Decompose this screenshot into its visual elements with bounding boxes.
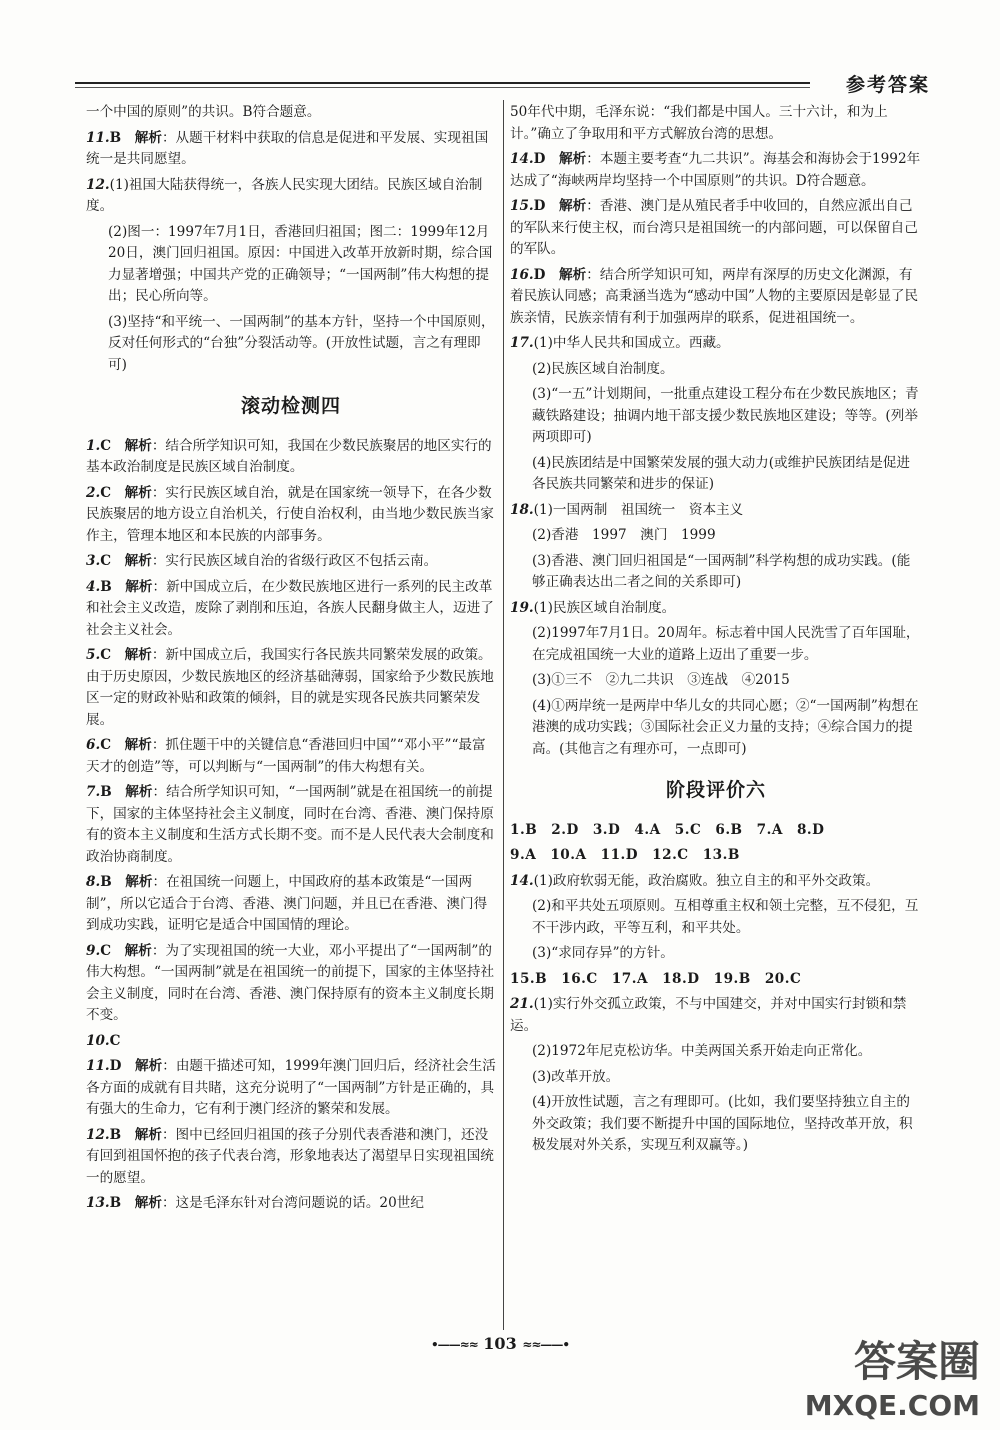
footer-ornament-right: ≈≈——•	[522, 1337, 570, 1352]
answer-text: ：抓住题干中的关键信息“香港回归中国”“邓小平”“最富天才的创造”等，可以判断与“一国两制”的伟大构想有关。	[86, 737, 486, 775]
answer-choice: D	[533, 198, 546, 214]
answer-choice: B	[100, 578, 112, 595]
continued-text: 一个中国的原则”的共识。B符合题意。	[86, 104, 321, 120]
answer-choice: B	[100, 874, 112, 890]
answer-item	[86, 577, 496, 642]
question-number: 11.	[86, 1058, 110, 1074]
answer-text: ：新中国成立后，在少数民族地区进行一系列的民主改革和社会主义改造，废除了剥削和压迫，各族人民翻身做主人，迈进了社会主义社会。	[86, 578, 494, 638]
answer-text: (1)实行外交孤立政策，不与中国建交，并对中国实行封锁和禁运。	[510, 996, 907, 1034]
answer-item	[86, 1056, 496, 1121]
analysis-label: 解析	[124, 942, 152, 959]
answer-text: ：实行民族区域自治的省级行政区不包括云南。	[151, 553, 438, 569]
question-number: 4.	[86, 578, 101, 595]
analysis-label: 解析	[124, 737, 152, 753]
sub-answer: (2)1972年尼克松访华。中美两国关系开始走向正常化。	[532, 1043, 872, 1059]
answer-text: (1)民族区域自治制度。	[533, 599, 676, 616]
answer-text: ：结合所学知识可知，两岸有深厚的历史文化渊源，有着民族认同感；高秉涵当选为“感动中国”人物的主要原因是彰显了民族亲情，民族亲情有利于加强两岸的联系，促进祖国统一。	[510, 266, 919, 326]
answer-item	[510, 500, 922, 522]
analysis-label: 解析	[135, 1058, 163, 1074]
analysis-label: 解析	[125, 874, 153, 890]
analysis-label: 解析	[559, 198, 587, 214]
answer-item	[86, 551, 496, 573]
answer-text: ：新中国成立后，我国实行各民族共同繁荣发展的政策。由于历史原因，少数民族地区的经济基础薄弱，国家给予少数民族地区一定的财政补贴和政策的倾斜，目的就是实现各民族共同繁荣发展。	[86, 647, 494, 728]
sub-answer: (3)香港、澳门回归祖国是“一国两制”科学构想的成功实践。(能够正确表达出二者之间的关系即可)	[532, 552, 911, 590]
left-column	[86, 102, 496, 1219]
watermark	[805, 1329, 980, 1422]
answer-text: (1)政府软弱无能，政治腐败。独立自主的和平外交政策。	[533, 872, 880, 889]
continued-text: 50年代中期，毛泽东说：“我们都是中国人。三十六计，和为上计。”确立了争取用和平方式解放台湾的思想。	[510, 104, 888, 142]
sub-answer: (3)①三不 ②九二共识 ③连战 ④2015	[532, 672, 790, 688]
answer-choice: C	[100, 484, 112, 501]
sub-answer: (2)民族区域自治制度。	[532, 360, 674, 377]
answer-text: ：结合所学知识可知，我国在少数民族聚居的地区实行的基本政治制度是民族区域自治制度。	[86, 437, 492, 475]
answer-item	[86, 436, 496, 479]
answer-text: (1)祖国大陆获得统一，各族人民实现大团结。民族区域自治制度。	[86, 176, 483, 214]
analysis-label: 解析	[125, 578, 153, 595]
page-header	[75, 70, 930, 96]
answer-text: (1)中华人民共和国成立。西藏。	[533, 335, 730, 351]
answer-item	[86, 483, 496, 548]
answer-item	[86, 645, 496, 731]
answer-text: ：为了实现祖国的统一大业，邓小平提出了“一国两制”的伟大构想。“一国两制”就是在祖国统一的前提下，国家的主体坚持社会主义制度，同时在台湾、香港、澳门保持原有的资本主义制度长期不变。	[86, 942, 495, 1023]
answer-text: ：本题主要考查“九二共识”。海基会和海协会于1992年达成了“海峡两岸均坚持一个中国原则”的共识。D符合题意。	[510, 151, 921, 189]
header-rule-thin	[75, 87, 810, 88]
column-divider	[503, 100, 504, 1330]
answer-text: ：这是毛泽东针对台湾问题说的话。20世纪	[161, 1195, 424, 1211]
answer-choice: B	[109, 129, 122, 146]
question-number: 5.	[86, 647, 101, 663]
sub-answer: (3)坚持“和平统一、一国两制”的基本方针，坚持一个中国原则，反对任何形式的“台独”分裂活动等。(开放性试题，言之有理即可)	[108, 313, 495, 373]
sub-answer: (2)和平共处五项原则。互相尊重主权和领土完整，互不侵犯，互不干涉内政，平等互利，和平共处。	[532, 898, 919, 936]
answer-choice: D	[533, 151, 546, 167]
question-number: 21.	[510, 996, 534, 1012]
answer-item	[510, 994, 922, 1037]
answer-choice: C	[100, 737, 112, 753]
answer-item	[510, 149, 922, 192]
analysis-label: 解析	[124, 437, 152, 454]
sub-answer: (4)①两岸统一是两岸中华儿女的共同心愿；②“一国两制”构想在港澳的成功实践；③国际社会正义力量的支持；④综合国力的提高。(其他言之有理亦可，一点即可)	[532, 697, 919, 757]
answer-choice: D	[533, 266, 546, 283]
section-title: 阶段评价六	[665, 779, 766, 801]
answer-choice: B	[109, 1126, 122, 1143]
answer-choice: C	[109, 1032, 121, 1049]
question-number: 18.	[510, 501, 534, 518]
sub-answer: (3)改革开放。	[532, 1068, 620, 1085]
answer-choice: C	[100, 942, 112, 959]
right-column	[510, 102, 922, 1161]
answer-item	[86, 941, 496, 1027]
answer-item	[86, 872, 496, 937]
answer-item	[510, 265, 922, 330]
question-number: 11.	[86, 129, 110, 146]
answer-choice: D	[109, 1058, 122, 1074]
answer-text: ：结合所学知识可知，“一国两制”就是在祖国统一的前提下，国家的主体坚持社会主义制度，同时在台湾、香港、澳门保持原有的资本主义制度和生活方式长期不变。而不是人民代表大会制度和政治协商制度。	[86, 784, 494, 865]
question-number: 14.	[510, 151, 534, 167]
answer-choice: B	[100, 784, 112, 800]
answer-item	[510, 598, 922, 620]
answer-choice: C	[100, 647, 112, 663]
answer-text: ：在祖国统一问题上，中国政府的基本政策是“一国两制”，所以它适合于台湾、香港、澳门问题，并且已在香港、澳门得到成功实践，证明它是适合中国国情的理论。	[86, 874, 488, 933]
sub-answer: (4)民族团结是中国繁荣发展的强大动力(或维护民族团结是促进各民族共同繁荣和进步的保证)	[532, 454, 910, 492]
question-number: 17.	[510, 335, 534, 351]
answer-item	[86, 782, 496, 868]
answer-item	[510, 196, 922, 261]
question-number: 10.	[86, 1032, 110, 1049]
question-number: 9.	[86, 942, 101, 959]
question-number: 15.	[510, 198, 534, 214]
page-number: 103	[483, 1334, 517, 1353]
watermark-url: MXQE.COM	[804, 1389, 980, 1422]
answer-item	[510, 871, 922, 893]
analysis-label: 解析	[134, 1195, 162, 1211]
answer-key-line: 15.B 16.C 17.A 18.D 19.B 20.C	[510, 970, 802, 987]
analysis-label: 解析	[124, 647, 152, 663]
question-number: 12.	[86, 1126, 110, 1143]
sub-answer: (2)香港 1997 澳门 1999	[532, 527, 716, 543]
question-number: 6.	[86, 737, 101, 753]
answer-text: ：由题干描述可知，1999年澳门回归后，经济社会生活各方面的成就有目共睹，这充分说明了“一国两制”方针是正确的，具有强大的生命力，它有利于澳门经济的繁荣和发展。	[86, 1058, 496, 1117]
answer-item	[86, 1125, 496, 1190]
analysis-label: 解析	[124, 553, 152, 569]
answer-text: ：实行民族区域自治，就是在国家统一领导下，在各少数民族聚居的地方设立自治机关，行使自治权利，由当地少数民族当家作主，管理本地区和本民族的内部事务。	[86, 484, 494, 544]
answer-item	[86, 735, 496, 778]
question-number: 1.	[86, 437, 101, 454]
header-rule	[75, 82, 810, 84]
question-number: 8.	[86, 874, 101, 890]
answer-item	[86, 128, 496, 171]
question-number: 14.	[510, 872, 534, 889]
analysis-label: 解析	[124, 484, 152, 501]
analysis-label: 解析	[559, 266, 587, 283]
answer-item	[86, 175, 496, 218]
header-title: 参考答案	[845, 74, 930, 96]
section-title: 滚动检测四	[240, 395, 341, 417]
analysis-label: 解析	[559, 151, 587, 167]
sub-answer: (2)1997年7月1日。20周年。标志着中国人民洗雪了百年国耻，在完成祖国统一大业的道路上迈出了重要一步。	[532, 625, 920, 663]
sub-answer: (3)“求同存异”的方针。	[532, 945, 674, 961]
question-number: 7.	[86, 784, 101, 800]
analysis-label: 解析	[125, 784, 153, 800]
answer-item	[510, 333, 922, 355]
answer-text: ：香港、澳门是从殖民者手中收回的，自然应派出自己的军队来行使主权，而台湾只是祖国统一的内部问题，可以保留自己的军队。	[510, 198, 918, 257]
sub-answer: (4)开放性试题，言之有理即可。(比如，我们要坚持独立自主的外交政策；我们要不断提升中国的国际地位，坚持改革开放，积极发展对外关系，实现互利双赢等。)	[532, 1094, 913, 1153]
sub-answer: (2)图一：1997年7月1日，香港回归祖国；图二：1999年12月20日，澳门回归祖国。原因：中国进入改革开放新时期，综合国力显著增强；中国共产党的正确领导；“一国两制”伟大构想的提出；民心所向等。	[108, 223, 493, 304]
footer-ornament-left: •——≈≈	[430, 1337, 478, 1352]
answer-key-line: 1.B 2.D 3.D 4.A 5.C 6.B 7.A 8.D	[510, 821, 825, 838]
sub-answer: (3)“一五”计划期间，一批重点建设工程分布在少数民族地区；青藏铁路建设；抽调内地干部支援少数民族地区建设；等等。(列举两项即可)	[532, 386, 919, 445]
answer-key-line: 9.A 10.A 11.D 12.C 13.B	[510, 847, 740, 863]
answer-text: ：图中已经回归祖国的孩子分别代表香港和澳门，还没有回到祖国怀抱的孩子代表台湾，形象地表达了渴望早日实现祖国统一的愿望。	[86, 1126, 494, 1186]
question-number: 2.	[86, 484, 101, 501]
question-number: 12.	[86, 176, 110, 193]
question-number: 19.	[510, 599, 534, 616]
answer-text: (1)一国两制 祖国统一 资本主义	[533, 501, 744, 518]
answer-choice: B	[109, 1195, 122, 1211]
watermark-logo-text: 答案圈	[853, 1337, 980, 1386]
question-number: 16.	[510, 266, 534, 283]
answer-text: ：从题干材料中获取的信息是促进和平发展、实现祖国统一是共同愿望。	[86, 129, 489, 167]
question-number: 3.	[86, 553, 101, 569]
answer-item	[86, 1031, 496, 1053]
analysis-label: 解析	[134, 129, 162, 146]
question-number: 13.	[86, 1195, 110, 1211]
analysis-label: 解析	[134, 1126, 162, 1143]
answer-choice: C	[100, 553, 112, 569]
answer-item	[86, 1193, 496, 1215]
answer-choice: C	[100, 437, 112, 454]
